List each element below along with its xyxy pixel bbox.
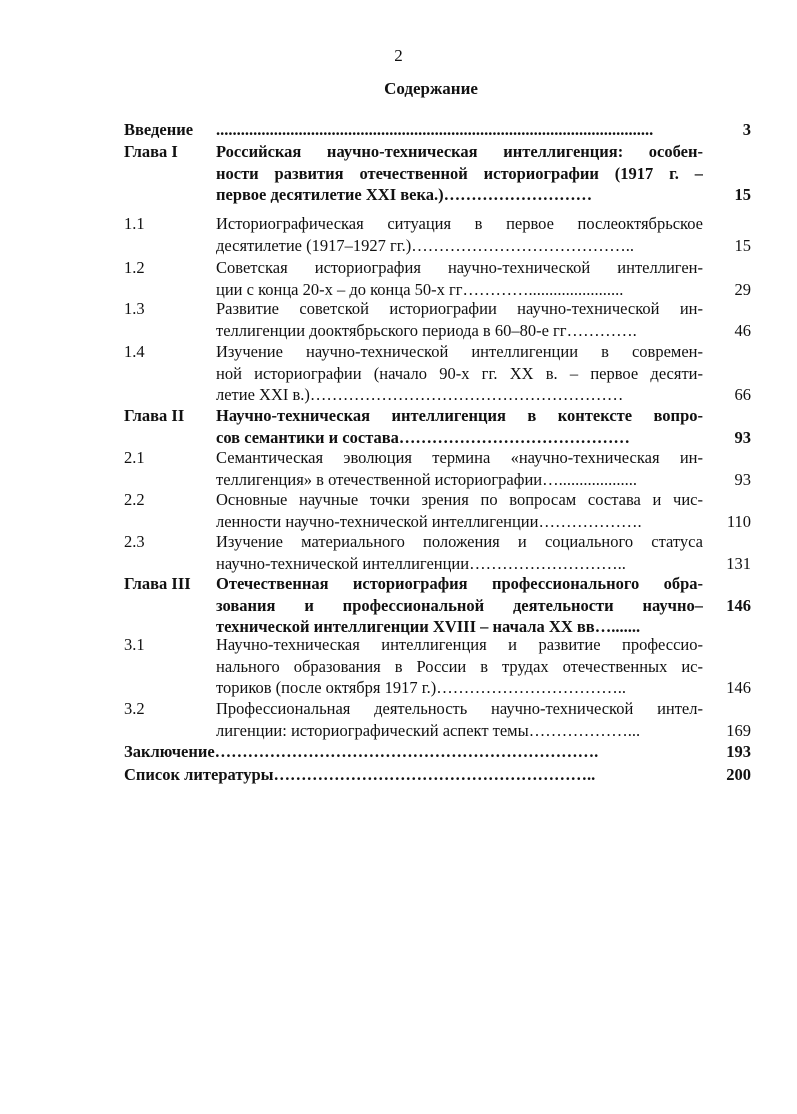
toc-text-line: лигенции: историографический аспект темы………………... <box>216 720 641 740</box>
toc-page: 66 <box>734 385 751 404</box>
toc-page: 146 <box>726 595 751 615</box>
toc-entry-1-1[interactable] <box>124 213 751 257</box>
toc-page: 46 <box>734 320 751 340</box>
toc-entry-2-1[interactable] <box>124 447 751 491</box>
toc-text-line: Изучение научно-технической интеллигенции в современ- <box>216 342 703 361</box>
toc-text-line: нального образования в России в трудах отечественных ис- <box>216 656 703 676</box>
toc-label: Список литературы <box>124 765 274 784</box>
toc-entry-chapter-2[interactable] <box>124 405 751 449</box>
toc-entry-1-2[interactable] <box>124 257 751 301</box>
toc-label: Глава II <box>124 406 185 425</box>
toc-text-line: ториков (после октября 1917 г.)…………………………….. <box>216 678 627 697</box>
toc-text-line: первое десятилетие XXI века.)……………………… <box>216 185 593 204</box>
toc-text-line: ленности научно-технической интеллигенции………………. <box>216 511 642 531</box>
toc-page: 131 <box>726 553 751 573</box>
toc-page: 169 <box>726 720 751 740</box>
toc-page: 29 <box>734 279 751 299</box>
toc-label: 3.1 <box>124 635 145 654</box>
toc-text-line: Советская историография научно-технической интеллиген- <box>216 258 703 277</box>
toc-title: Содержание <box>384 79 478 98</box>
toc-page: 15 <box>734 235 751 255</box>
toc-text-line: Научно-техническая интеллигенция и развитие профессио- <box>216 635 703 654</box>
toc-text-line: летие XXI в.)………………………………………………… <box>216 385 624 404</box>
toc-leader-dots: ……………………………………………………………. <box>214 742 599 761</box>
toc-entry-3-2[interactable] <box>124 698 751 742</box>
toc-entry-chapter-3[interactable] <box>124 573 751 639</box>
toc-label: 1.3 <box>124 299 145 318</box>
toc-text-line: теллигенция» в отечественной историографии…................... <box>216 469 637 489</box>
toc-page: 3 <box>742 120 751 139</box>
toc-text-line: Отечественная историография профессионального обра- <box>216 574 703 593</box>
toc-entry-references[interactable] <box>124 764 751 786</box>
toc-text-line: Российская научно-техническая интеллигенция: особен- <box>216 142 703 161</box>
toc-label: 1.1 <box>124 214 145 233</box>
toc-leader-dots: .......................................................................................................... <box>216 120 654 139</box>
toc-label: 2.3 <box>124 532 145 551</box>
toc-text-line: зования и профессиональной деятельности научно– <box>216 595 703 615</box>
toc-label: 2.2 <box>124 490 145 509</box>
toc-text-line: Историографическая ситуация в первое послеоктябрьское <box>216 214 703 233</box>
toc-label: Заключение <box>124 742 215 761</box>
toc-page: 15 <box>734 185 751 204</box>
toc-text-line: десятилетие (1917–1927 гг.)………………………………….. <box>216 235 635 255</box>
toc-text-line: теллигенции дооктябрьского периода в 60–80-е гг…………. <box>216 320 637 340</box>
toc-text-line: ности развития отечественной историографии (1917 г. – <box>216 163 703 183</box>
toc-label: 1.2 <box>124 258 145 277</box>
toc-page: 200 <box>726 765 751 784</box>
toc-entry-2-2[interactable] <box>124 489 751 533</box>
table-of-contents <box>124 0 751 1114</box>
toc-text-line: сов семантики и состава…………………………………… <box>216 427 630 447</box>
toc-text-line: Основные научные точки зрения по вопросам состава и чис- <box>216 490 703 509</box>
toc-entry-chapter-1[interactable] <box>124 141 751 207</box>
toc-page: 93 <box>734 469 751 489</box>
toc-label: 3.2 <box>124 699 145 718</box>
toc-label: 1.4 <box>124 342 145 361</box>
toc-page: 146 <box>726 678 751 697</box>
toc-text-line: Развитие советской историографии научно-технической ин- <box>216 299 703 318</box>
toc-entry-intro[interactable] <box>124 119 751 141</box>
toc-label: Глава III <box>124 574 191 593</box>
page-number: 2 <box>394 46 403 65</box>
toc-entry-1-4[interactable] <box>124 341 751 407</box>
toc-text-line: Научно-техническая интеллигенция в контексте вопро- <box>216 406 703 425</box>
toc-text-line: Семантическая эволюция термина «научно-техническая ин- <box>216 448 703 467</box>
toc-entry-conclusion[interactable] <box>124 741 751 763</box>
toc-label: Глава I <box>124 142 178 161</box>
toc-text-line: ной историографии (начало 90-х гг. XX в. – первое десяти- <box>216 363 703 383</box>
toc-text-line: ции с конца 20-х – до конца 50-х гг…………....................... <box>216 279 624 299</box>
toc-text-line: Изучение материального положения и социального статуса <box>216 532 703 551</box>
toc-page: 110 <box>726 511 751 531</box>
toc-entry-3-1[interactable] <box>124 634 751 700</box>
toc-page: 193 <box>726 742 751 761</box>
toc-text-line: технической интеллигенции XVIII – начала XX вв…....... <box>216 617 641 636</box>
toc-text-line: научно-технической интеллигенции……………………….. <box>216 553 626 573</box>
toc-label: Введение <box>124 120 194 139</box>
toc-text-line: Профессиональная деятельность научно-технической интел- <box>216 699 703 718</box>
toc-leader-dots: ………………………………………………….. <box>273 765 596 784</box>
toc-page: 93 <box>734 427 751 447</box>
toc-label: 2.1 <box>124 448 145 467</box>
toc-entry-2-3[interactable] <box>124 531 751 575</box>
toc-entry-1-3[interactable] <box>124 298 751 342</box>
